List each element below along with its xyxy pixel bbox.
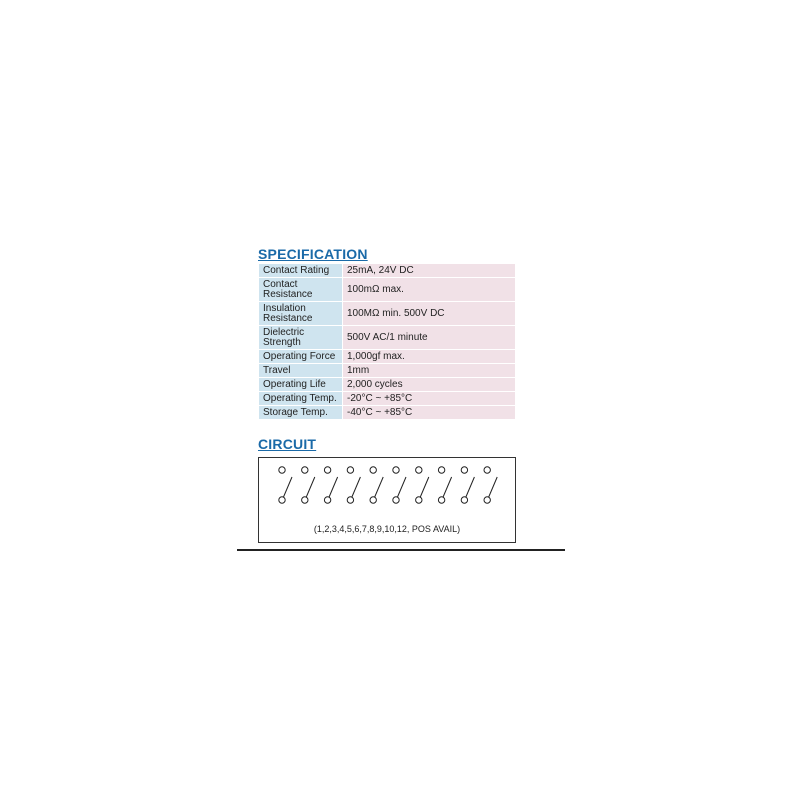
circuit-diagram [258,457,516,543]
switch-terminal-bottom [484,497,490,503]
spec-row [259,350,516,364]
spec-row [259,406,516,420]
switch-lever [489,477,498,497]
circuit-heading: CIRCUIT [258,436,317,452]
spec-label: Travel [259,364,343,378]
switch-terminal-bottom [370,497,376,503]
switch-terminal-bottom [416,497,422,503]
spec-label: Contact Resistance [259,278,343,302]
switch-terminal-bottom [461,497,467,503]
specification-heading: SPECIFICATION [258,246,368,262]
switch-symbol [370,467,383,503]
switch-terminal-top [347,467,353,473]
spec-label: Operating Life [259,378,343,392]
spec-row [259,378,516,392]
switch-lever [329,477,338,497]
switch-terminal-top [461,467,467,473]
switch-terminal-top [279,467,285,473]
spec-row [259,264,516,278]
circuit-caption: (1,2,3,4,5,6,7,8,9,10,12, POS AVAIL) [313,524,461,534]
spec-value: 1,000gf max. [343,350,516,364]
switch-terminal-bottom [393,497,399,503]
switch-symbol [279,467,292,503]
spec-label: Dielectric Strength [259,326,343,350]
switch-lever [466,477,475,497]
switch-lever [352,477,361,497]
switch-symbol [302,467,315,503]
spec-value: 100mΩ max. [343,278,516,302]
spec-label: Storage Temp. [259,406,343,420]
switch-terminal-bottom [302,497,308,503]
switch-terminal-top [370,467,376,473]
specification-table [258,263,516,420]
spec-label: Operating Force [259,350,343,364]
switch-symbol [438,467,451,503]
spec-label: Insulation Resistance [259,302,343,326]
switch-symbol [393,467,406,503]
switch-symbol [324,467,337,503]
spec-label: Operating Temp. [259,392,343,406]
switch-terminal-top [484,467,490,473]
spec-value: 100MΩ min. 500V DC [343,302,516,326]
switch-terminal-top [416,467,422,473]
switch-lever [306,477,315,497]
spec-row [259,364,516,378]
spec-row [259,302,516,326]
spec-value: 500V AC/1 minute [343,326,516,350]
switch-terminal-top [393,467,399,473]
divider-line [237,549,565,551]
switch-terminal-top [302,467,308,473]
spec-value: -20°C ~ +85°C [343,392,516,406]
spec-value: 25mA, 24V DC [343,264,516,278]
switch-terminal-bottom [279,497,285,503]
spec-value: 1mm [343,364,516,378]
switch-terminal-bottom [347,497,353,503]
switch-terminal-top [438,467,444,473]
spec-value: 2,000 cycles [343,378,516,392]
switch-terminal-top [324,467,330,473]
switch-lever [398,477,407,497]
switch-terminal-bottom [324,497,330,503]
switch-symbol [461,467,474,503]
spec-label: Contact Rating [259,264,343,278]
switch-symbol [347,467,360,503]
switch-symbol [484,467,497,503]
switch-symbol [416,467,429,503]
switch-lever [420,477,429,497]
switch-lever [375,477,384,497]
switch-lever [443,477,452,497]
switch-lever [284,477,293,497]
spec-value: -40°C ~ +85°C [343,406,516,420]
switch-terminal-bottom [438,497,444,503]
spec-row [259,326,516,350]
spec-row [259,278,516,302]
spec-row [259,392,516,406]
